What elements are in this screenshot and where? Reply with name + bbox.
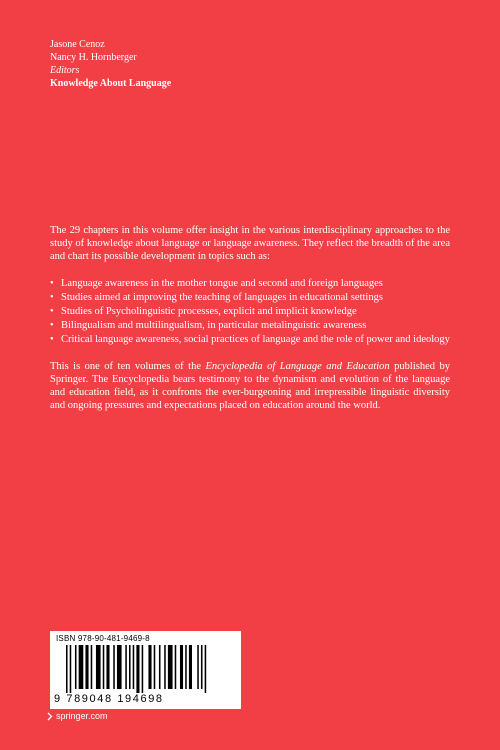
barcode-box (50, 631, 241, 709)
editors-block (50, 38, 171, 90)
topic-item: • Studies of Psycholinguistic processes, explicit and implicit knowledge (50, 306, 357, 317)
bullet-icon: • (50, 306, 54, 317)
topic-item: • Language awareness in the mother tongue and second and foreign languages (50, 278, 383, 289)
bullet-icon: • (50, 334, 54, 345)
publisher-link-label: springer.com (56, 711, 108, 721)
topic-item: • Critical language awareness, social practices of language and the role of power and ideology (50, 334, 450, 345)
series-paragraph: This is one of ten volumes of the Encyclopedia of Language and Education published by Springer. The Encyclopedia bears testimony to the dynamism and evolution of the language and education field, as it confronts the ever-burgeoning and irrepressible linguistic diversity and ongoing pressures and expectations placed on education around the world. (50, 361, 451, 411)
book-title: Knowledge About Language (50, 78, 172, 89)
topic-item: • Bilingualism and multilingualism, in particular metalinguistic awareness (50, 320, 367, 331)
bullet-icon: • (50, 278, 54, 289)
barcode-digits: 9 789048 194698 (54, 693, 164, 705)
barcode-icon (64, 645, 234, 693)
editors-role: Editors (50, 65, 80, 76)
publisher-link[interactable] (47, 711, 108, 721)
intro-paragraph: The 29 chapters in this volume offer insight in the various interdisciplinary approaches to the study of knowledge about language or language awareness. They reflect the breadth of the area and chart its possible development in topics such as: (50, 225, 450, 262)
bullet-icon: • (50, 292, 54, 303)
isbn-label: ISBN 978-90-481-9469-8 (56, 634, 150, 643)
topic-list (50, 277, 450, 346)
topic-item: • Studies aimed at improving the teaching of languages in educational settings (50, 292, 383, 303)
description-block (50, 224, 450, 412)
editor-name-1: Jasone Cenoz (50, 39, 105, 50)
editor-name-2: Nancy H. Hornberger (50, 52, 137, 63)
chevron-right-icon (47, 712, 53, 721)
encyclopedia-title: Encyclopedia of Language and Education (205, 361, 390, 372)
bullet-icon: • (50, 320, 54, 331)
